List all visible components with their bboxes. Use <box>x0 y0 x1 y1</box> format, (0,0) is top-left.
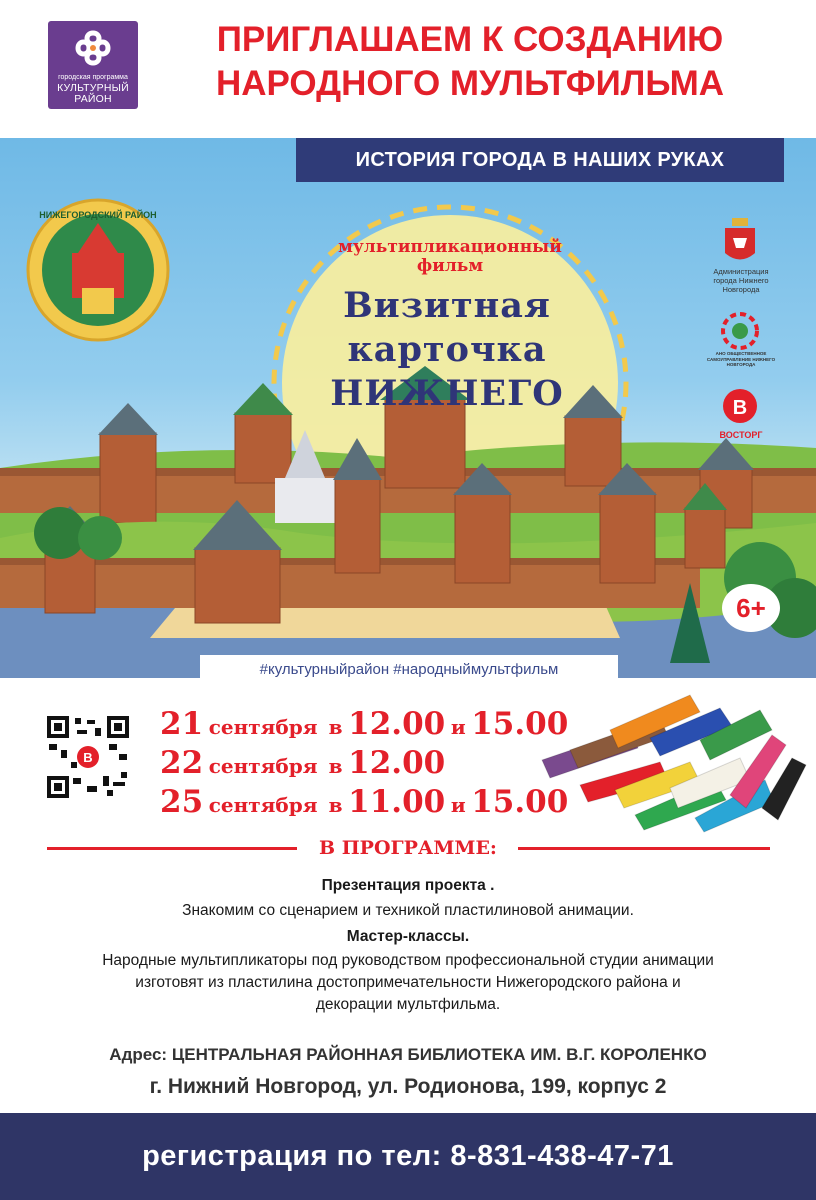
date-row <box>160 705 580 744</box>
program-item-2-line-3: декорации мультфильма. <box>315 996 501 1013</box>
date-in: в <box>328 715 343 739</box>
film-title-line-1: Визитная карточка <box>343 285 551 370</box>
date-time-1: 12.00 <box>348 706 446 742</box>
sponsor-vostorg: ВОСТОРГ <box>719 430 763 440</box>
plasticine-sticks-image <box>540 690 808 835</box>
self-government-logo-icon <box>723 314 757 348</box>
program-item-2-title: Мастер-классы. <box>346 928 470 945</box>
district-emblem-icon <box>28 200 168 340</box>
svg-text:В: В <box>732 397 748 419</box>
hashtags: #культурныйрайон #народныймультфильм <box>200 655 618 685</box>
address-line-2: г. Нижний Новгород, ул. Родионова, 199, корпус 2 <box>149 1075 667 1098</box>
date-and: и <box>450 793 466 817</box>
qr-code-icon <box>47 716 129 798</box>
sponsor-self-government: АНО ОБЩЕСТВЕННОЕ САМОУПРАВЛЕНИЕ НИЖНЕГО НОВГОРОДА <box>706 351 776 367</box>
program-item-2-line-1: Народные мультипликаторы под руководством профессиональной студии анимации <box>102 952 714 969</box>
date-month: сентября <box>208 715 318 739</box>
title-line-1: ПРИГЛАШАЕМ К СОЗДАНИЮ <box>216 20 724 59</box>
logo-knot-icon <box>74 29 112 67</box>
program-divider-right <box>518 847 770 850</box>
session-dates <box>160 705 580 822</box>
city-coat-of-arms-icon <box>725 218 755 260</box>
tagline-banner: ИСТОРИЯ ГОРОДА В НАШИХ РУКАХ <box>296 138 784 182</box>
program-divider-left <box>47 847 297 850</box>
program-item-2-line-2: изготовят из пластилина достопримечательности Нижегородского района и <box>135 974 681 991</box>
film-kind <box>300 238 600 276</box>
address-line-1: Адрес: ЦЕНТРАЛЬНАЯ РАЙОННАЯ БИБЛИОТЕКА ИМ. В.Г. КОРОЛЕНКО <box>109 1045 707 1064</box>
emblem-text: НИЖЕГОРОДСКИЙ РАЙОН <box>39 210 157 220</box>
date-month: сентября <box>208 793 318 817</box>
date-time-1: 11.00 <box>348 784 446 820</box>
film-title <box>262 284 632 416</box>
logo-small-text: городская программа <box>58 74 128 81</box>
page-title <box>160 18 780 106</box>
film-kind-line-2: фильм <box>416 256 484 276</box>
svg-text:В: В <box>83 750 93 765</box>
logo-big-text: КУЛЬТУРНЫЙ РАЙОН <box>57 82 129 105</box>
program-item-1-text: Знакомим со сценарием и техникой пластилиновой анимации. <box>182 902 634 919</box>
date-and: и <box>450 715 466 739</box>
date-day: 21 <box>160 706 204 742</box>
registration-phone-footer: регистрация по тел: 8-831-438-47-71 <box>0 1113 816 1200</box>
date-time-2: 15.00 <box>471 784 569 820</box>
title-line-2: НАРОДНОГО МУЛЬТФИЛЬМА <box>215 64 725 103</box>
culture-district-logo <box>48 21 138 109</box>
date-month: сентября <box>208 754 318 778</box>
vostorg-logo-icon <box>723 389 757 423</box>
date-row <box>160 783 580 822</box>
date-time-2: 15.00 <box>471 706 569 742</box>
date-day: 25 <box>160 784 204 820</box>
age-rating-badge: 6+ <box>722 584 780 632</box>
program-title: В ПРОГРАММЕ: <box>300 834 516 862</box>
date-row <box>160 744 580 783</box>
program-item-1-title: Презентация проекта . <box>321 877 495 894</box>
date-in: в <box>328 754 343 778</box>
film-title-line-2: НИЖНЕГО <box>330 373 564 414</box>
date-day: 22 <box>160 745 204 781</box>
date-in: в <box>328 793 343 817</box>
film-kind-line-1: мультипликационный <box>338 237 562 257</box>
date-time-1: 12.00 <box>348 745 446 781</box>
sponsor-city-administration: Администрация города Нижнего Новгорода <box>713 267 769 294</box>
